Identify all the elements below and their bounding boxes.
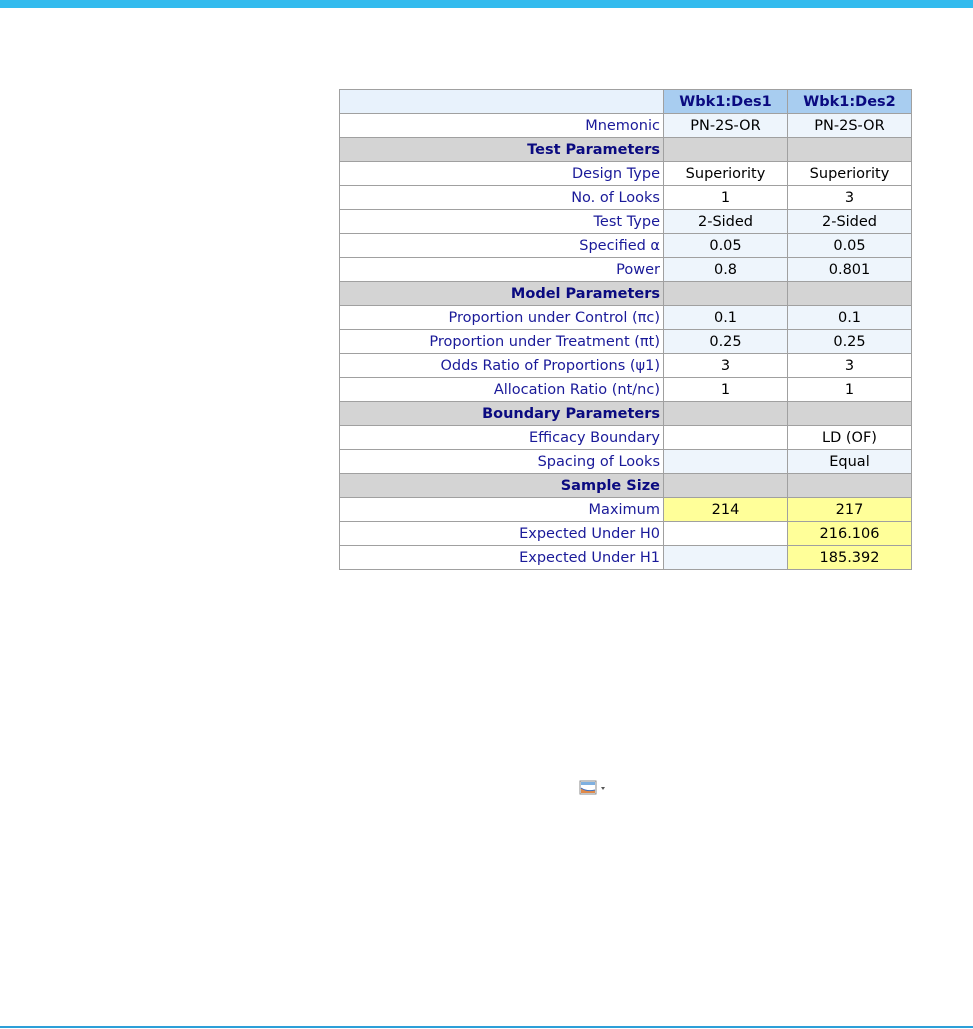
cell-des2[interactable]: 185.392 bbox=[788, 546, 912, 570]
table-row bbox=[340, 498, 912, 522]
row-label: Mnemonic bbox=[340, 114, 664, 138]
cell-des2[interactable]: Equal bbox=[788, 450, 912, 474]
cell-des2[interactable]: 0.801 bbox=[788, 258, 912, 282]
row-label: Efficacy Boundary bbox=[340, 426, 664, 450]
section-header-row bbox=[340, 474, 912, 498]
row-label: No. of Looks bbox=[340, 186, 664, 210]
row-label: Design Type bbox=[340, 162, 664, 186]
section-empty-cell bbox=[664, 402, 788, 426]
cell-des1[interactable]: 1 bbox=[664, 378, 788, 402]
row-label: Expected Under H0 bbox=[340, 522, 664, 546]
cell-des1[interactable] bbox=[664, 450, 788, 474]
row-label: Odds Ratio of Proportions (ψ1) bbox=[340, 354, 664, 378]
section-empty-cell bbox=[664, 474, 788, 498]
table-row bbox=[340, 210, 912, 234]
cell-des1[interactable]: 0.8 bbox=[664, 258, 788, 282]
section-header-row bbox=[340, 138, 912, 162]
cell-des2[interactable]: 3 bbox=[788, 354, 912, 378]
section-title: Test Parameters bbox=[340, 138, 664, 162]
row-label: Test Type bbox=[340, 210, 664, 234]
section-header-row bbox=[340, 282, 912, 306]
section-title: Model Parameters bbox=[340, 282, 664, 306]
cell-des1[interactable] bbox=[664, 546, 788, 570]
cell-des2[interactable]: 1 bbox=[788, 378, 912, 402]
table-row bbox=[340, 258, 912, 282]
row-label: Expected Under H1 bbox=[340, 546, 664, 570]
table-row bbox=[340, 546, 912, 570]
row-label: Power bbox=[340, 258, 664, 282]
cell-des2[interactable]: 3 bbox=[788, 186, 912, 210]
section-header-row bbox=[340, 402, 912, 426]
window-top-bar bbox=[0, 0, 973, 8]
chart-icon bbox=[579, 780, 609, 796]
row-label: Spacing of Looks bbox=[340, 450, 664, 474]
cell-des1[interactable]: 2-Sided bbox=[664, 210, 788, 234]
cell-des1[interactable]: 1 bbox=[664, 186, 788, 210]
cell-des1[interactable]: 0.25 bbox=[664, 330, 788, 354]
table-row bbox=[340, 306, 912, 330]
cell-des2[interactable]: 2-Sided bbox=[788, 210, 912, 234]
chevron-down-icon bbox=[601, 787, 605, 790]
section-empty-cell bbox=[664, 282, 788, 306]
table-row bbox=[340, 234, 912, 258]
section-empty-cell bbox=[788, 402, 912, 426]
cell-des1[interactable]: 0.05 bbox=[664, 234, 788, 258]
cell-des2[interactable]: 0.05 bbox=[788, 234, 912, 258]
cell-des2[interactable]: 217 bbox=[788, 498, 912, 522]
window-bottom-border bbox=[0, 1026, 973, 1028]
row-label: Proportion under Control (πc) bbox=[340, 306, 664, 330]
chart-dropdown-icon[interactable] bbox=[579, 780, 609, 796]
cell-des1[interactable]: 214 bbox=[664, 498, 788, 522]
cell-des1[interactable]: Superiority bbox=[664, 162, 788, 186]
table-row bbox=[340, 450, 912, 474]
section-title: Boundary Parameters bbox=[340, 402, 664, 426]
section-title: Sample Size bbox=[340, 474, 664, 498]
table-row bbox=[340, 162, 912, 186]
table-row bbox=[340, 426, 912, 450]
cell-des2[interactable]: Superiority bbox=[788, 162, 912, 186]
design-comparison-table bbox=[339, 89, 912, 570]
cell-des1[interactable]: 3 bbox=[664, 354, 788, 378]
header-corner-cell bbox=[340, 90, 664, 114]
table-row bbox=[340, 330, 912, 354]
row-label: Maximum bbox=[340, 498, 664, 522]
cell-des2[interactable]: LD (OF) bbox=[788, 426, 912, 450]
section-empty-cell bbox=[788, 474, 912, 498]
cell-des1[interactable]: 0.1 bbox=[664, 306, 788, 330]
cell-des2[interactable]: 216.106 bbox=[788, 522, 912, 546]
row-label: Allocation Ratio (nt/nc) bbox=[340, 378, 664, 402]
cell-des1[interactable] bbox=[664, 426, 788, 450]
column-header-des1[interactable]: Wbk1:Des1 bbox=[664, 90, 788, 114]
section-empty-cell bbox=[788, 138, 912, 162]
table-row bbox=[340, 354, 912, 378]
section-empty-cell bbox=[664, 138, 788, 162]
cell-des2[interactable]: PN-2S-OR bbox=[788, 114, 912, 138]
cell-des2[interactable]: 0.1 bbox=[788, 306, 912, 330]
row-label: Proportion under Treatment (πt) bbox=[340, 330, 664, 354]
row-label: Specified α bbox=[340, 234, 664, 258]
table-row bbox=[340, 114, 912, 138]
table-row bbox=[340, 522, 912, 546]
column-header-des2[interactable]: Wbk1:Des2 bbox=[788, 90, 912, 114]
cell-des1[interactable]: PN-2S-OR bbox=[664, 114, 788, 138]
table-header-row bbox=[340, 90, 912, 114]
cell-des1[interactable] bbox=[664, 522, 788, 546]
table-row bbox=[340, 378, 912, 402]
table-row bbox=[340, 186, 912, 210]
section-empty-cell bbox=[788, 282, 912, 306]
cell-des2[interactable]: 0.25 bbox=[788, 330, 912, 354]
